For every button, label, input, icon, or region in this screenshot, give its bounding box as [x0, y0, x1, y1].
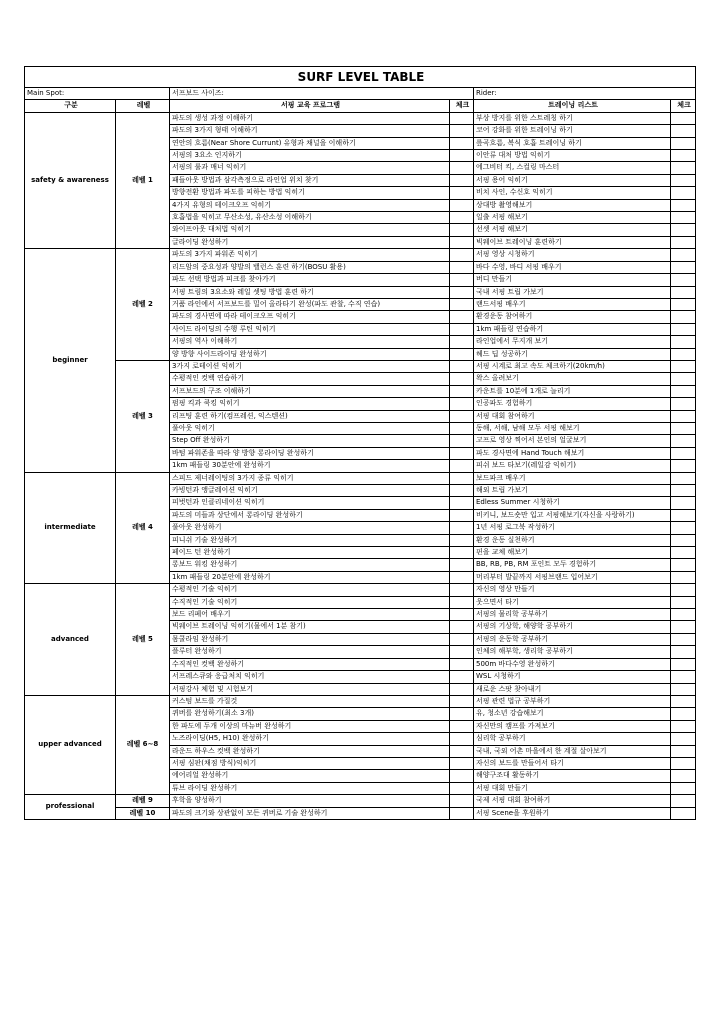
program-check-cell[interactable] — [450, 522, 474, 534]
program-check-cell[interactable] — [450, 547, 474, 559]
program-cell: 수직적인 컷백 완성하기 — [170, 658, 450, 670]
program-cell: 퀴버를 완성하기(최소 3개) — [170, 708, 450, 720]
training-cell: 일출 서핑 해보기 — [474, 212, 671, 224]
training-check-cell[interactable] — [671, 311, 696, 323]
training-check-cell[interactable] — [671, 398, 696, 410]
training-cell: 서핑의 물리학 공부하기 — [474, 609, 671, 621]
training-cell: 인공파도 경험하기 — [474, 398, 671, 410]
program-check-cell[interactable] — [450, 224, 474, 236]
training-check-cell[interactable] — [671, 733, 696, 745]
training-cell: WSL 시청하기 — [474, 671, 671, 683]
training-cell: 빅웨이브 트레이닝 훈련하기 — [474, 236, 671, 248]
training-check-cell[interactable] — [671, 485, 696, 497]
program-cell: 리드암의 중요성과 양발의 밸런스 훈련 하기(BOSU 활용) — [170, 261, 450, 273]
program-cell: 서핑의 3요소 인지하기 — [170, 150, 450, 162]
program-check-cell[interactable] — [450, 708, 474, 720]
training-cell: 자신의 영상 만들기 — [474, 584, 671, 596]
program-check-cell[interactable] — [450, 112, 474, 124]
training-check-cell[interactable] — [671, 336, 696, 348]
program-check-cell[interactable] — [450, 125, 474, 137]
training-cell: 바다 수영, 바디 서핑 배우기 — [474, 261, 671, 273]
category-cell: professional — [25, 795, 116, 820]
training-cell: 서핑 영상 시청하기 — [474, 249, 671, 261]
training-cell: Edless Summer 시청하기 — [474, 497, 671, 509]
program-check-cell[interactable] — [450, 609, 474, 621]
training-cell: 1년 서핑 로그북 작성하기 — [474, 522, 671, 534]
training-check-cell[interactable] — [671, 671, 696, 683]
program-cell: 사이드 라이딩의 수행 루틴 익히기 — [170, 323, 450, 335]
training-cell: 서핑 시계로 최고 속도 체크하기(20km/h) — [474, 360, 671, 372]
program-check-cell[interactable] — [450, 261, 474, 273]
program-cell: Step Off 완성하기 — [170, 435, 450, 447]
training-check-cell[interactable] — [671, 646, 696, 658]
program-cell: 방향전환 방법과 파도를 피하는 방법 익히기 — [170, 187, 450, 199]
program-cell: 파도의 3가지 형태 이해하기 — [170, 125, 450, 137]
program-cell: 서핑의 역사 이해하기 — [170, 336, 450, 348]
training-check-cell[interactable] — [671, 261, 696, 273]
program-check-cell[interactable] — [450, 720, 474, 732]
training-check-cell[interactable] — [671, 323, 696, 335]
program-cell: 파도의 미들과 상단에서 롱라이딩 완성하기 — [170, 509, 450, 521]
training-cell: 국내 서핑 트립 가보기 — [474, 286, 671, 298]
training-cell: 이안류 대처 방법 익히기 — [474, 150, 671, 162]
training-cell: 핀을 교체 해보기 — [474, 547, 671, 559]
training-check-cell[interactable] — [671, 373, 696, 385]
training-cell: 비키니, 보드숏만 입고 서핑해보기(자신을 사랑하기) — [474, 509, 671, 521]
training-check-cell[interactable] — [671, 658, 696, 670]
training-check-cell[interactable] — [671, 249, 696, 261]
program-check-cell[interactable] — [450, 745, 474, 757]
header-category: 구분 — [25, 100, 116, 112]
surf-level-table — [24, 66, 696, 820]
category-cell: advanced — [25, 584, 116, 696]
program-check-cell[interactable] — [450, 360, 474, 372]
training-check-cell[interactable] — [671, 360, 696, 372]
program-cell: 서핑 트림의 3요소와 레일 셋팅 방법 훈련 하기 — [170, 286, 450, 298]
training-check-cell[interactable] — [671, 633, 696, 645]
training-cell: 자신만의 캠프를 가져보기 — [474, 720, 671, 732]
training-cell: 인체의 해부학, 생리학 공부하기 — [474, 646, 671, 658]
level-cell: 레벨 6~8 — [116, 695, 170, 794]
program-cell: 라운드 하우스 컷백 완성하기 — [170, 745, 450, 757]
program-cell: 거품 라인에서 서프보드를 밀어 올라타기 완성(파도 관찰, 수직 연습) — [170, 298, 450, 310]
training-cell: 국제 서핑 대회 참여하기 — [474, 795, 671, 807]
program-cell: 빅웨이브 트레이닝 익히기(물에서 1분 참기) — [170, 621, 450, 633]
table-header-row — [25, 100, 696, 112]
rider-label: Rider: — [474, 88, 696, 100]
training-cell: 1km 패들링 연습하기 — [474, 323, 671, 335]
training-check-cell[interactable] — [671, 187, 696, 199]
training-check-cell[interactable] — [671, 212, 696, 224]
training-check-cell[interactable] — [671, 460, 696, 472]
program-check-cell[interactable] — [450, 559, 474, 571]
training-check-cell[interactable] — [671, 236, 696, 248]
program-check-cell[interactable] — [450, 323, 474, 335]
table-row — [25, 584, 696, 596]
category-cell: intermediate — [25, 472, 116, 584]
program-cell: 수직적인 기술 익히기 — [170, 596, 450, 608]
training-cell: 환경운동 참여하기 — [474, 311, 671, 323]
training-check-cell[interactable] — [671, 695, 696, 707]
training-check-cell[interactable] — [671, 298, 696, 310]
program-check-cell[interactable] — [450, 162, 474, 174]
program-cell: 서프보드의 구조 이해하기 — [170, 385, 450, 397]
program-cell: 호흡법을 익히고 무산소성, 유산소성 이해하기 — [170, 212, 450, 224]
training-check-cell[interactable] — [671, 112, 696, 124]
category-cell: upper advanced — [25, 695, 116, 794]
training-check-cell[interactable] — [671, 509, 696, 521]
training-check-cell[interactable] — [671, 162, 696, 174]
table-row — [25, 360, 696, 372]
training-check-cell[interactable] — [671, 534, 696, 546]
category-cell: safety & awareness — [25, 112, 116, 248]
training-check-cell[interactable] — [671, 435, 696, 447]
training-cell: 심리학 공부하기 — [474, 733, 671, 745]
level-cell: 레벨 2 — [116, 249, 170, 361]
training-cell: 머리부터 발끝까지 서핑브랜드 입어보기 — [474, 571, 671, 583]
program-cell: 후학을 양성하기 — [170, 795, 450, 807]
training-check-cell[interactable] — [671, 199, 696, 211]
program-check-cell[interactable] — [450, 497, 474, 509]
training-cell: 서핑의 운동학 공부하기 — [474, 633, 671, 645]
program-cell: 수평적인 컷백 연습하기 — [170, 373, 450, 385]
level-cell: 레벨 4 — [116, 472, 170, 584]
program-cell: 페이드 턴 완성하기 — [170, 547, 450, 559]
program-cell: 3가지 로테이션 익히기 — [170, 360, 450, 372]
program-cell: 풀아웃 익히기 — [170, 422, 450, 434]
training-check-cell[interactable] — [671, 547, 696, 559]
program-cell: 패들아웃 방법과 삼각측정으로 라인업 위치 찾기 — [170, 174, 450, 186]
page-title: SURF LEVEL TABLE — [25, 67, 696, 88]
program-check-cell[interactable] — [450, 460, 474, 472]
program-check-cell[interactable] — [450, 348, 474, 360]
training-check-cell[interactable] — [671, 125, 696, 137]
training-check-cell[interactable] — [671, 137, 696, 149]
program-cell: 플루터 완성하기 — [170, 646, 450, 658]
program-check-cell[interactable] — [450, 398, 474, 410]
table-row — [25, 249, 696, 261]
program-cell: 카빙턴과 앵글레이션 익히기 — [170, 485, 450, 497]
training-cell: 파도 경사면에 Hand Touch 해보기 — [474, 447, 671, 459]
program-check-cell[interactable] — [450, 757, 474, 769]
program-check-cell[interactable] — [450, 658, 474, 670]
training-cell: 피쉬 보드 타보기(레일감 익히기) — [474, 460, 671, 472]
training-cell: 선셋 서핑 해보기 — [474, 224, 671, 236]
training-check-cell[interactable] — [671, 745, 696, 757]
program-cell: 파도의 생성 과정 이해하기 — [170, 112, 450, 124]
program-check-cell[interactable] — [450, 485, 474, 497]
training-cell: 랜드서핑 배우기 — [474, 298, 671, 310]
program-check-cell[interactable] — [450, 435, 474, 447]
program-cell: 스피드 제너레이팅의 3가지 종류 익히기 — [170, 472, 450, 484]
training-check-cell[interactable] — [671, 422, 696, 434]
program-check-cell[interactable] — [450, 336, 474, 348]
training-check-cell[interactable] — [671, 596, 696, 608]
program-check-cell[interactable] — [450, 509, 474, 521]
training-check-cell[interactable] — [671, 708, 696, 720]
program-cell: 롱보드 워킹 완성하기 — [170, 559, 450, 571]
training-check-cell[interactable] — [671, 497, 696, 509]
program-check-cell[interactable] — [450, 137, 474, 149]
program-cell: 와이프아웃 대처법 익히기 — [170, 224, 450, 236]
training-cell: 해양구조대 활동하기 — [474, 770, 671, 782]
program-cell: 서핑의 룰과 매너 익히기 — [170, 162, 450, 174]
training-cell: 서핑 Scene을 후원하기 — [474, 807, 671, 819]
level-cell: 레벨 1 — [116, 112, 170, 248]
training-check-cell[interactable] — [671, 348, 696, 360]
training-check-cell[interactable] — [671, 609, 696, 621]
training-cell: BB, RB, PB, RM 포인트 모두 경험하기 — [474, 559, 671, 571]
program-check-cell[interactable] — [450, 782, 474, 794]
board-size-label: 서프보드 사이즈: — [170, 88, 474, 100]
training-cell: 릎곡흐름, 복식 호흡 트레이닝 하기 — [474, 137, 671, 149]
training-cell: 카운트를 10분에 1개로 늘리기 — [474, 385, 671, 397]
program-check-cell[interactable] — [450, 274, 474, 286]
program-cell: 튜브 라이딩 완성하기 — [170, 782, 450, 794]
program-check-cell[interactable] — [450, 534, 474, 546]
program-cell: 양 방향 사이드라이딩 완성하기 — [170, 348, 450, 360]
program-check-cell[interactable] — [450, 683, 474, 695]
program-cell: 서프레스큐와 응급처치 익히기 — [170, 671, 450, 683]
program-cell: 연안의 흐름(Near Shore Currunt) 유형과 채널을 이해하기 — [170, 137, 450, 149]
training-cell: 국내, 국외 어촌 마을에서 한 계절 살아보기 — [474, 745, 671, 757]
program-cell: 피벗턴과 인클리네이션 익히기 — [170, 497, 450, 509]
program-check-cell[interactable] — [450, 174, 474, 186]
program-cell: 파도의 3가지 파워존 익히기 — [170, 249, 450, 261]
training-cell: 500m 바다수영 완성하기 — [474, 658, 671, 670]
training-cell: 비치 사인, 수신호 익히기 — [474, 187, 671, 199]
program-cell: 파도 선택 방법과 피크를 찾아가기 — [170, 274, 450, 286]
level-cell: 레벨 9 — [116, 795, 170, 807]
program-check-cell[interactable] — [450, 671, 474, 683]
training-cell: 왁스 올려보기 — [474, 373, 671, 385]
header-program: 서핑 교육 프로그램 — [170, 100, 450, 112]
training-cell: 동해, 서해, 남해 모두 서핑 해보기 — [474, 422, 671, 434]
training-cell: 보드파크 배우기 — [474, 472, 671, 484]
program-cell: 펌핑 킥과 쿡킹 익히기 — [170, 398, 450, 410]
program-check-cell[interactable] — [450, 447, 474, 459]
table-row — [25, 472, 696, 484]
program-check-cell[interactable] — [450, 571, 474, 583]
training-cell: 자신의 보드를 만들어서 타기 — [474, 757, 671, 769]
training-check-cell[interactable] — [671, 621, 696, 633]
training-cell: 새로운 스팟 찾아내기 — [474, 683, 671, 695]
training-cell: 서핑 대회 참여하기 — [474, 410, 671, 422]
program-check-cell[interactable] — [450, 385, 474, 397]
training-cell: 상대방 촬영해보기 — [474, 199, 671, 211]
program-check-cell[interactable] — [450, 286, 474, 298]
program-cell: 몸쿨라임 완성하기 — [170, 633, 450, 645]
program-cell: 1km 패들링 30분안에 완성하기 — [170, 460, 450, 472]
program-check-cell[interactable] — [450, 187, 474, 199]
program-cell: 노즈라이딩(H5, H10) 완성하기 — [170, 733, 450, 745]
level-cell: 레벨 3 — [116, 360, 170, 472]
training-check-cell[interactable] — [671, 385, 696, 397]
program-check-cell[interactable] — [450, 373, 474, 385]
table-row — [25, 795, 696, 807]
training-check-cell[interactable] — [671, 224, 696, 236]
program-cell: 파도의 경사면에 따라 테이크오프 익히기 — [170, 311, 450, 323]
training-check-cell[interactable] — [671, 472, 696, 484]
program-cell: 풀아웃 완성하기 — [170, 522, 450, 534]
program-cell: 파도의 크기와 상관없이 모든 퀴버로 기술 완성하기 — [170, 807, 450, 819]
program-cell: 한 파도에 두개 이상의 마뉴버 완성하기 — [170, 720, 450, 732]
program-check-cell[interactable] — [450, 770, 474, 782]
program-check-cell[interactable] — [450, 298, 474, 310]
training-check-cell[interactable] — [671, 770, 696, 782]
training-check-cell[interactable] — [671, 447, 696, 459]
training-check-cell[interactable] — [671, 683, 696, 695]
training-check-cell[interactable] — [671, 174, 696, 186]
training-check-cell[interactable] — [671, 720, 696, 732]
program-check-cell[interactable] — [450, 646, 474, 658]
training-cell: 버디 만들기 — [474, 274, 671, 286]
main-spot-label: Main Spot: — [25, 88, 170, 100]
header-check-program: 체크 — [450, 100, 474, 112]
program-check-cell[interactable] — [450, 311, 474, 323]
level-cell: 레벨 5 — [116, 584, 170, 696]
program-cell: 4가지 유형의 테이크오프 익히기 — [170, 199, 450, 211]
training-check-cell[interactable] — [671, 782, 696, 794]
program-cell: 서핑 심판(채점 방식)익히기 — [170, 757, 450, 769]
training-check-cell[interactable] — [671, 571, 696, 583]
program-check-cell[interactable] — [450, 584, 474, 596]
program-check-cell[interactable] — [450, 249, 474, 261]
training-cell: 에그비터 킥, 스컬링 마스터 — [474, 162, 671, 174]
training-check-cell[interactable] — [671, 757, 696, 769]
training-check-cell[interactable] — [671, 584, 696, 596]
program-check-cell[interactable] — [450, 621, 474, 633]
program-cell: 리프팅 훈련 하기(컴프레션, 익스텐션) — [170, 410, 450, 422]
training-cell: 코어 강화를 위한 트레이닝 하기 — [474, 125, 671, 137]
program-cell: 피니쉬 기술 완성하기 — [170, 534, 450, 546]
training-cell: 라인업에서 무지개 보기 — [474, 336, 671, 348]
surf-level-sheet — [24, 66, 695, 820]
program-check-cell[interactable] — [450, 596, 474, 608]
program-check-cell[interactable] — [450, 807, 474, 819]
program-cell: 서핑강사 체험 및 시험보기 — [170, 683, 450, 695]
program-check-cell[interactable] — [450, 633, 474, 645]
table-row — [25, 695, 696, 707]
training-cell: 헤드 딥 성공하기 — [474, 348, 671, 360]
program-cell: 1km 패들링 20분안에 완성하기 — [170, 571, 450, 583]
program-cell: 보드 리페어 배우기 — [170, 609, 450, 621]
table-row — [25, 807, 696, 819]
training-check-cell[interactable] — [671, 559, 696, 571]
training-check-cell[interactable] — [671, 410, 696, 422]
training-cell: 고프로 영상 찍어서 본인의 얼굴보기 — [474, 435, 671, 447]
training-cell: 유, 청소년 강습해보기 — [474, 708, 671, 720]
training-cell: 서핑 관련 법규 공부하기 — [474, 695, 671, 707]
program-check-cell[interactable] — [450, 695, 474, 707]
program-check-cell[interactable] — [450, 236, 474, 248]
training-check-cell[interactable] — [671, 522, 696, 534]
training-cell: 환경 운동 실천하기 — [474, 534, 671, 546]
program-check-cell[interactable] — [450, 422, 474, 434]
table-row — [25, 112, 696, 124]
training-cell: 해외 트립 가보기 — [474, 485, 671, 497]
program-cell: 수평적인 기술 익히기 — [170, 584, 450, 596]
training-cell: 서핑의 기상학, 해양학 공부하기 — [474, 621, 671, 633]
training-cell: 서핑 용어 익히기 — [474, 174, 671, 186]
program-check-cell[interactable] — [450, 410, 474, 422]
program-check-cell[interactable] — [450, 212, 474, 224]
training-check-cell[interactable] — [671, 150, 696, 162]
training-cell: 웃으면서 타기 — [474, 596, 671, 608]
program-check-cell[interactable] — [450, 199, 474, 211]
program-cell: 바텀 파워존을 따라 양 방향 롱라이딩 완성하기 — [170, 447, 450, 459]
program-cell: 에어리얼 완성하기 — [170, 770, 450, 782]
training-check-cell[interactable] — [671, 795, 696, 807]
header-check-training: 체크 — [671, 100, 696, 112]
header-training: 트레이닝 리스트 — [474, 100, 671, 112]
program-check-cell[interactable] — [450, 795, 474, 807]
training-check-cell[interactable] — [671, 286, 696, 298]
training-cell: 서핑 대회 만들기 — [474, 782, 671, 794]
program-check-cell[interactable] — [450, 733, 474, 745]
program-check-cell[interactable] — [450, 472, 474, 484]
level-cell: 레벨 10 — [116, 807, 170, 819]
program-cell: 커스텀 보드를 가질것 — [170, 695, 450, 707]
header-level: 레벨 — [116, 100, 170, 112]
program-cell: 글라이딩 완성하기 — [170, 236, 450, 248]
category-cell: beginner — [25, 249, 116, 472]
training-cell: 부상 방지를 위한 스트레칭 하기 — [474, 112, 671, 124]
training-check-cell[interactable] — [671, 807, 696, 819]
program-check-cell[interactable] — [450, 150, 474, 162]
training-check-cell[interactable] — [671, 274, 696, 286]
